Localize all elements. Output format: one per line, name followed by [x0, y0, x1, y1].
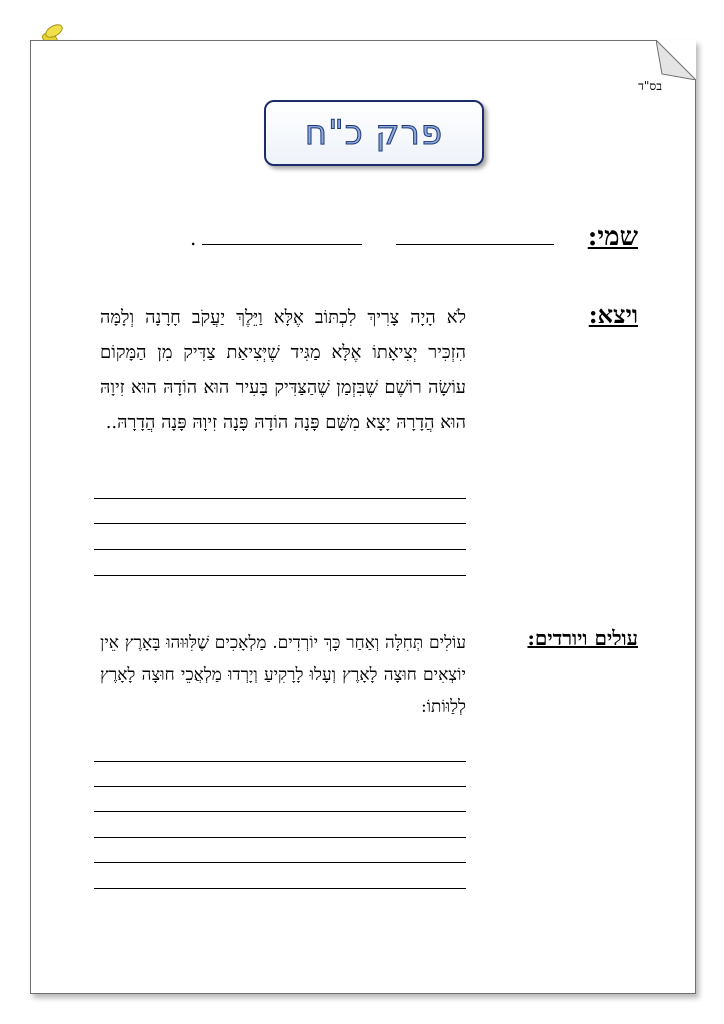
title-box: [264, 100, 484, 166]
exit-passage: לֹא הָיָה צָרִיךְ לִכְתּוֹב אֶלָּא וַיֵּלֶךְ יַעֲקֹב חָרָנָה וְלָמָּה הִזְכִּיר יְצִיאָתוֹ אֶלָּא מַגִּיד שֶׁיְּצִיאַת צַדִּיק מִן הַמָּקוֹם עוֹשָׂה רוֹשֶׁם שֶׁבִּזְמַן שֶׁהַצַּדִּיק בָּעִיר הוּא הוֹדָהּ הוּא זִיוָהּ הוּא הֲדָרָהּ יָצָא מִשָּׁם פָּנָה הוֹדָהּ פָּנָה זִיוָהּ פָּנָה הֲדָרָהּ..: [100, 307, 466, 433]
answer-line[interactable]: [94, 523, 466, 524]
answer-line[interactable]: [94, 498, 466, 499]
answer-line[interactable]: [94, 811, 466, 812]
name-blank-1[interactable]: [396, 244, 554, 245]
name-blank-end: .: [190, 226, 197, 250]
page-fold-icon: [656, 40, 696, 80]
answer-line[interactable]: [94, 761, 466, 762]
answer-line[interactable]: [94, 888, 466, 889]
angels-passage: עוֹלִים תְּחִלָּה וְאַחַר כָּךְ יוֹרְדִים. מַלְאָכִים שֶׁלִּוּוּהוּ בָּאָרֶץ אֵין יוֹצְאִים חוּצָה לָאָרֶץ וְעָלוּ לָרָקִיעַ וְיָרְדוּ מַלְאֲכֵי חוּצָה לָאָרֶץ לְלַוּוֹתוֹ:: [100, 633, 466, 717]
answer-line[interactable]: [94, 862, 466, 863]
answer-line[interactable]: [94, 575, 466, 576]
worksheet-page: [30, 40, 696, 994]
name-label: שמי:: [587, 222, 638, 252]
page-title: פרק כ"ח: [304, 113, 444, 153]
name-blank-2[interactable]: [202, 244, 362, 245]
angels-label: עולים ויורדים:: [527, 626, 638, 650]
answer-line[interactable]: [94, 549, 466, 550]
answer-line[interactable]: [94, 786, 466, 787]
answer-line[interactable]: [94, 837, 466, 838]
corner-label: בס"ד: [638, 79, 662, 93]
exit-label: ויצא:: [588, 300, 638, 329]
